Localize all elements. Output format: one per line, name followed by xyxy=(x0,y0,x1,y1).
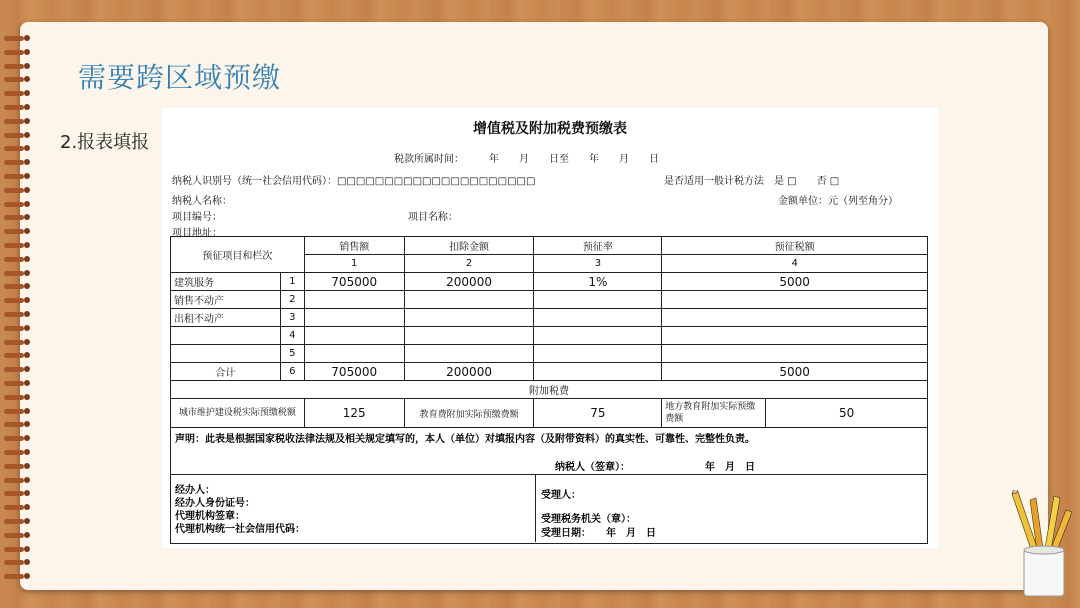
tax-period: 税款所属时间： 年 月 日至 年 月 日 xyxy=(394,154,659,165)
binding-ring-icon xyxy=(4,241,30,251)
row-label: 建筑服务 xyxy=(171,273,281,291)
cell-rate xyxy=(534,309,662,327)
binding-ring-icon xyxy=(4,420,30,430)
table-row xyxy=(171,291,928,309)
table-row xyxy=(171,273,928,291)
table-row xyxy=(171,345,928,363)
project-address: 项目地址： xyxy=(172,228,222,239)
cell-sales xyxy=(304,345,404,363)
pencil-cup-icon xyxy=(1006,490,1076,598)
surcharge-title-row xyxy=(171,381,928,399)
binding-ring-icon xyxy=(4,545,30,555)
taxpayer-id: 纳税人识别号（统一社会信用代码）：□□□□□□□□□□□□□□□□□□□□□ xyxy=(172,176,536,187)
row-label: 出租不动产 xyxy=(171,309,281,327)
general-method: 是否适用一般计税方法 是 □ 否 □ xyxy=(664,176,840,187)
local-edu-value: 50 xyxy=(838,406,855,420)
binding-ring-icon xyxy=(4,89,30,99)
accept-line: 受理税务机关（章）： xyxy=(541,514,636,525)
binding-ring-icon xyxy=(4,448,30,458)
binding-ring-icon xyxy=(4,255,30,265)
col-number: 4 xyxy=(662,255,928,273)
binding-ring-icon xyxy=(4,407,30,417)
local-edu-cell xyxy=(662,399,928,428)
col-number: 1 xyxy=(304,255,404,273)
table-row xyxy=(171,327,928,345)
binding-ring-icon xyxy=(4,48,30,58)
row-label xyxy=(171,327,281,345)
cell-rate xyxy=(534,345,662,363)
binding-ring-icon xyxy=(4,338,30,348)
binding-ring-icon xyxy=(4,365,30,375)
binding-ring-icon xyxy=(4,489,30,499)
binding-ring-icon xyxy=(4,558,30,568)
cell-rate xyxy=(534,363,662,381)
surcharge-row xyxy=(171,399,928,428)
row-number: 1 xyxy=(280,273,304,291)
binding-ring-icon xyxy=(4,379,30,389)
cell-sales xyxy=(304,291,404,309)
row-number: 2 xyxy=(280,291,304,309)
city-tax-value: 125 xyxy=(304,399,404,428)
cell-deduction: 200000 xyxy=(404,273,534,291)
agent-line: 代理机构签章： xyxy=(175,511,245,522)
cell-rate xyxy=(534,327,662,345)
accept-line: 受理日期： 年 月 日 xyxy=(541,528,656,539)
header-deduction: 扣除金额 xyxy=(404,237,534,255)
row-label: 合计 xyxy=(171,363,281,381)
edu-fee-label: 教育费附加实际预缴费额 xyxy=(404,399,534,428)
binding-ring-icon xyxy=(4,310,30,320)
tax-form-image xyxy=(162,108,938,548)
cell-tax: 5000 xyxy=(662,273,928,291)
cell-tax xyxy=(662,327,928,345)
binding-ring-icon xyxy=(4,269,30,279)
project-name: 项目名称： xyxy=(408,212,458,223)
row-label xyxy=(171,345,281,363)
project-no: 项目编号： xyxy=(172,212,222,223)
binding-ring-icon xyxy=(4,117,30,127)
cell-deduction xyxy=(404,291,534,309)
surcharge-title: 附加税费 xyxy=(171,381,928,399)
cell-sales xyxy=(304,327,404,345)
cell-tax xyxy=(662,309,928,327)
binding-ring-icon xyxy=(4,296,30,306)
cell-tax: 5000 xyxy=(662,363,928,381)
local-edu-label: 地方教育附加实际预缴费额 xyxy=(662,399,766,427)
binding-ring-icon xyxy=(4,351,30,361)
binding-ring-icon xyxy=(4,200,30,210)
spiral-binding xyxy=(4,34,30,584)
currency-unit: 金额单位：元（列至角分） xyxy=(778,196,898,207)
binding-ring-icon xyxy=(4,131,30,141)
row-number: 5 xyxy=(280,345,304,363)
binding-ring-icon xyxy=(4,517,30,527)
cell-deduction xyxy=(404,327,534,345)
binding-ring-icon xyxy=(4,476,30,486)
table-header-row xyxy=(171,237,928,255)
header-item: 预征项目和栏次 xyxy=(171,237,305,273)
prepay-table xyxy=(170,236,928,428)
slide-title: 需要跨区域预缴 xyxy=(78,61,282,94)
cell-sales: 705000 xyxy=(304,363,404,381)
binding-ring-icon xyxy=(4,324,30,334)
city-tax-label: 城市维护建设税实际预缴税额 xyxy=(171,399,305,428)
divider xyxy=(171,474,927,475)
cell-sales xyxy=(304,309,404,327)
edu-fee-value: 75 xyxy=(534,399,662,428)
binding-ring-icon xyxy=(4,531,30,541)
cell-rate xyxy=(534,291,662,309)
agent-line: 经办人身份证号： xyxy=(175,498,255,509)
binding-ring-icon xyxy=(4,227,30,237)
cell-deduction xyxy=(404,309,534,327)
binding-ring-icon xyxy=(4,282,30,292)
binding-ring-icon xyxy=(4,434,30,444)
col-number: 3 xyxy=(534,255,662,273)
cell-sales: 705000 xyxy=(304,273,404,291)
header-sales: 销售额 xyxy=(304,237,404,255)
declaration-text: 声明：此表是根据国家税收法律法规及相关规定填写的，本人（单位）对填报内容（及附带资料）的真实性、可靠性、完整性负责。 xyxy=(175,434,755,445)
col-number: 2 xyxy=(404,255,534,273)
slide-subtitle: 2.报表填报 xyxy=(60,132,150,153)
binding-ring-icon xyxy=(4,62,30,72)
row-label: 销售不动产 xyxy=(171,291,281,309)
agent-line: 经办人： xyxy=(175,485,215,496)
acceptance-block xyxy=(541,486,656,539)
binding-ring-icon xyxy=(4,462,30,472)
cell-deduction: 200000 xyxy=(404,363,534,381)
cell-rate: 1% xyxy=(534,273,662,291)
binding-ring-icon xyxy=(4,213,30,223)
agent-block xyxy=(175,484,305,536)
binding-ring-icon xyxy=(4,393,30,403)
table-row-total xyxy=(171,363,928,381)
binding-ring-icon xyxy=(4,103,30,113)
cell-tax xyxy=(662,291,928,309)
binding-ring-icon xyxy=(4,186,30,196)
binding-ring-icon xyxy=(4,144,30,154)
taxpayer-name: 纳税人名称： xyxy=(172,196,232,207)
cell-tax xyxy=(662,345,928,363)
agent-line: 代理机构统一社会信用代码： xyxy=(175,524,305,535)
binding-ring-icon xyxy=(4,34,30,44)
binding-ring-icon xyxy=(4,503,30,513)
declaration-section xyxy=(170,426,928,544)
row-number: 3 xyxy=(280,309,304,327)
row-number: 4 xyxy=(280,327,304,345)
row-number: 6 xyxy=(280,363,304,381)
binding-ring-icon xyxy=(4,572,30,582)
header-rate: 预征率 xyxy=(534,237,662,255)
taxpayer-signature: 纳税人（签章）： 年 月 日 xyxy=(555,462,755,473)
form-title: 增值税及附加税费预缴表 xyxy=(473,121,627,137)
accept-line: 受理人： xyxy=(541,490,581,501)
table-row xyxy=(171,309,928,327)
binding-ring-icon xyxy=(4,172,30,182)
header-tax: 预征税额 xyxy=(662,237,928,255)
binding-ring-icon xyxy=(4,158,30,168)
binding-ring-icon xyxy=(4,75,30,85)
divider xyxy=(535,474,536,542)
cell-deduction xyxy=(404,345,534,363)
